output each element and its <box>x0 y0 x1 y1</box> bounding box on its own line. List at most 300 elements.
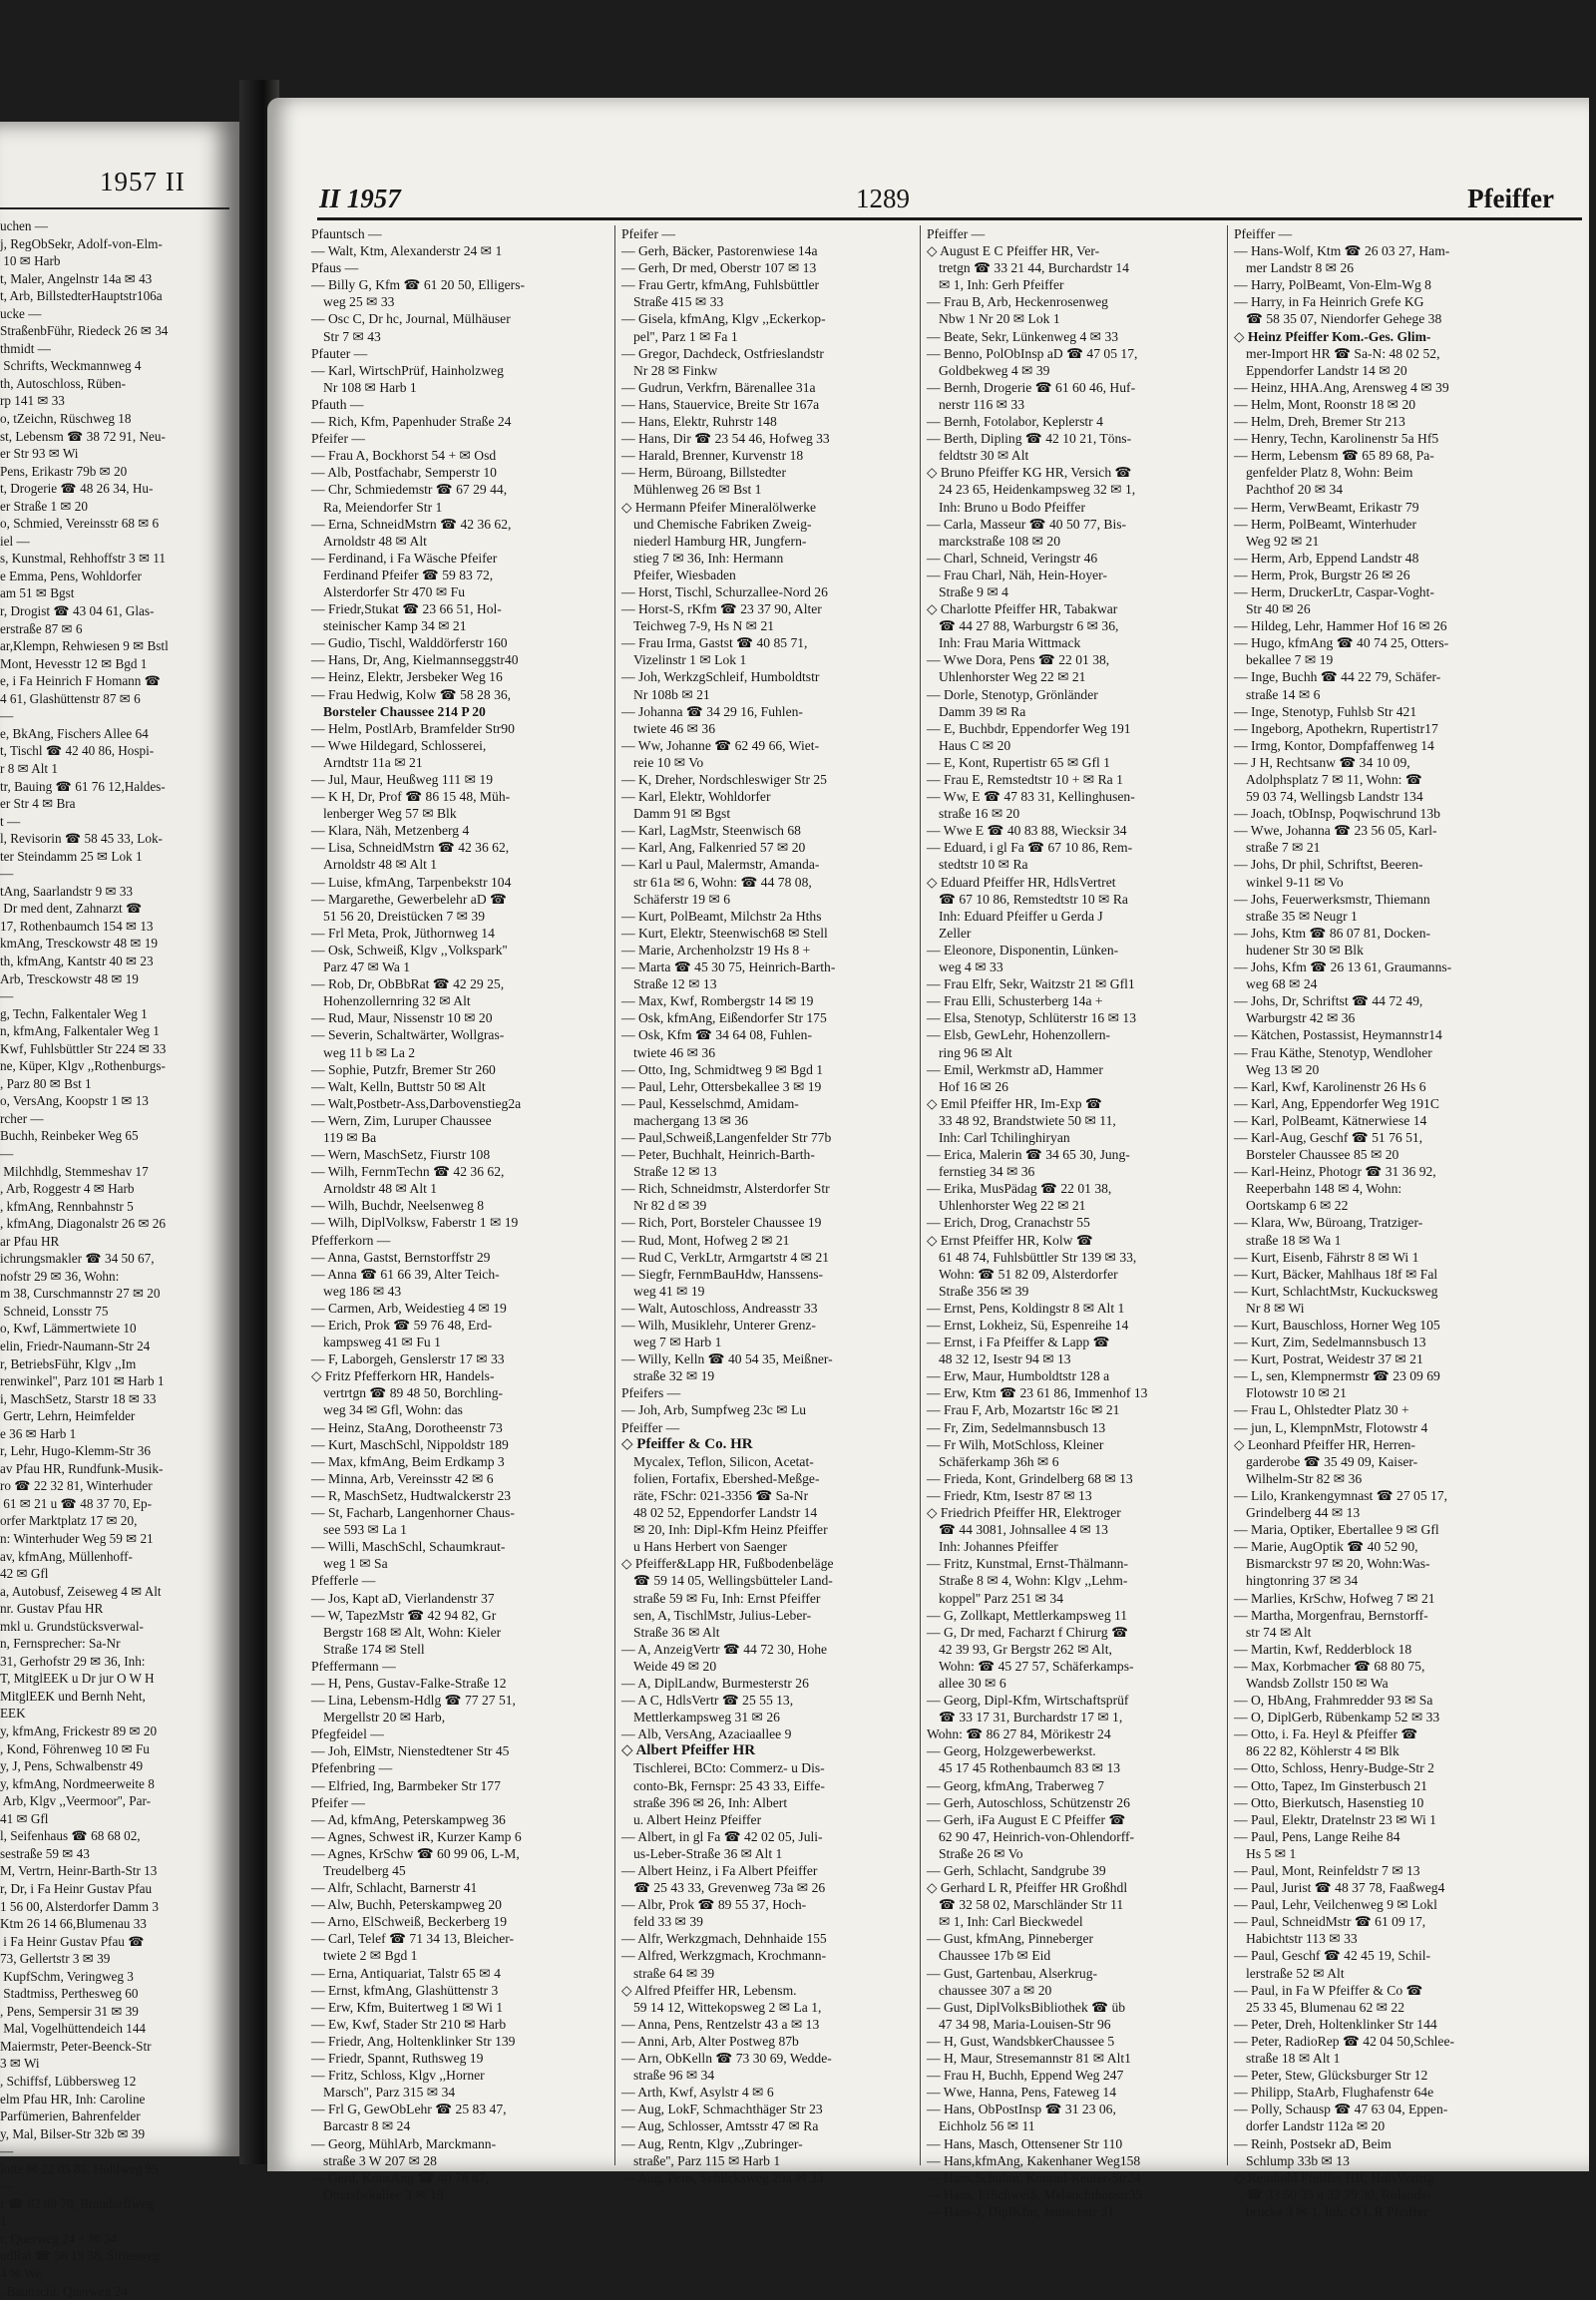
directory-entry-line: — Hans,Schuhm, Konrad-Reuter-Str24 <box>927 2169 1141 2185</box>
directory-entry-line: — jun, L, KlempnMstr, Flotowstr 4 <box>1234 1419 1428 1435</box>
directory-entry-line: — Bernh, Drogerie ☎ 61 60 46, Huf- <box>927 379 1136 395</box>
left-page <box>0 122 239 2299</box>
directory-entry-line: — Paul, SchneidMstr ☎ 61 09 17, <box>1234 1914 1426 1930</box>
directory-entry-line: — Fritz, Schloss, Klgv ,,Horner <box>311 2068 485 2084</box>
directory-entry-line: — Beate, Sekr, Lünkenweg 4 ✉ 33 <box>927 328 1119 344</box>
directory-entry-line: — Henry, Techn, Karolinenstr 5a Hf5 <box>1234 431 1439 447</box>
directory-entry-line: Zeller <box>939 925 972 941</box>
directory-entry-line: Straße 36 ✉ Alt <box>633 1624 720 1640</box>
left-page-line: — <box>0 1145 14 1161</box>
directory-entry-line: — Erw, Maur, Humboldtstr 128 a <box>927 1368 1110 1384</box>
directory-entry-line: — Hans, ElSchweiß, Melanchthonstr35 <box>927 2186 1143 2202</box>
left-page-line: 73, Gellertstr 3 ✉ 39 <box>0 1951 111 1967</box>
directory-entry-line: niederl Hamburg HR, Jungfern- <box>633 533 807 549</box>
left-page-line: Mal, Vogelhüttendeich 144 <box>0 2021 147 2037</box>
directory-page <box>267 98 1589 2219</box>
directory-entry-line: — K H, Dr, Prof ☎ 86 15 48, Müh- <box>311 789 511 805</box>
directory-entry-line: Weg 13 ✉ 20 <box>1246 1061 1320 1077</box>
directory-entry-line: straße 3 W 207 ✉ 28 <box>323 2152 437 2168</box>
directory-entry-line: Adolphsplatz 7 ✉ 11, Wohn: ☎ <box>1246 772 1422 787</box>
directory-entry-line: — Herm, Prok, Burgstr 26 ✉ 26 <box>1234 567 1410 582</box>
directory-entry-line: — Heinz, StaAng, Dorotheenstr 73 <box>311 1419 503 1435</box>
directory-entry-line: — Joach, tObInsp, Poqwischrund 13b <box>1234 806 1440 822</box>
directory-entry-line: — Gerh, Schlacht, Sandgrube 39 <box>927 1863 1106 1878</box>
left-page-line: n, kfmAng, Falkentaler Weg 1 <box>0 1023 160 1039</box>
left-page-line: Arb, Tresckowstr 48 ✉ 19 <box>0 970 139 986</box>
directory-entry-line: — Heinz, Elektr, Jersbeker Weg 16 <box>311 669 503 685</box>
directory-entry-line: Bergstr 168 ✉ Alt, Wohn: Kieler <box>323 1624 502 1640</box>
directory-entry-line: ◇ Emil Pfeiffer HR, Im-Exp ☎ <box>927 1095 1102 1111</box>
left-page-text <box>0 217 239 2300</box>
directory-entry-line: — Herm, Lebensm ☎ 65 89 68, Pa- <box>1234 448 1434 464</box>
directory-entry-line: — H, Pens, Gustav-Falke-Straße 12 <box>311 1675 507 1691</box>
directory-entry-line: — F, Laborgeh, Genslerstr 17 ✉ 33 <box>311 1351 505 1367</box>
directory-entry-line: ☎ 32 58 02, Marschländer Str 11 <box>939 1897 1124 1913</box>
directory-entry-line: — Inge, Buchh ☎ 44 22 79, Schäfer- <box>1234 669 1441 685</box>
directory-entry-line: Ferdinand Pfeifer ☎ 59 83 72, <box>323 567 494 582</box>
directory-entry-line: — Hans, Stauervice, Breite Str 167a <box>621 396 820 412</box>
directory-entry-line: — Klara, Ww, Büroang, Tratziger- <box>1234 1215 1423 1231</box>
directory-entry-line: — Karl, Ang, Eppendorfer Weg 191C <box>1234 1095 1439 1111</box>
directory-entry-line: — Paul, Lehr, Ottersbekallee 3 ✉ 19 <box>621 1078 822 1094</box>
directory-entry-line: — Paul, Elektr, Dratelnstr 23 ✉ Wi 1 <box>1234 1811 1436 1827</box>
directory-entry-line: vertrtgn ☎ 89 48 50, Borchling- <box>323 1385 504 1401</box>
directory-column-2 <box>621 225 913 2185</box>
directory-entry-line: — Hans, Dir ☎ 23 54 46, Hofweg 33 <box>621 431 830 447</box>
directory-entry-line: Inh: Frau Maria Wittmack <box>939 635 1081 651</box>
directory-entry-line: winkel 9-11 ✉ Vo <box>1246 874 1344 890</box>
directory-entry-line: hudener Str 30 ✉ Blk <box>1246 942 1364 958</box>
directory-entry-line: — Georg, MühlArb, Marckmann- <box>311 2135 497 2151</box>
directory-entry-line: — Agnes, KrSchw ☎ 60 99 06, L-M, <box>311 1845 520 1861</box>
directory-entry-line: — Hans,kfmAng, Kakenhaner Weg158 <box>927 2152 1141 2168</box>
directory-entry-line: — Gust, kfmAng, Pinneberger <box>927 1931 1094 1947</box>
directory-entry-line: — Frl Meta, Prok, Jüthornweg 14 <box>311 925 495 941</box>
directory-entry-line: us-Leber-Straße 36 ✉ Alt 1 <box>633 1845 783 1861</box>
directory-entry-line: — Charl, Schneid, Veringstr 46 <box>927 550 1098 566</box>
left-page-line: nr. Gustav Pfau HR <box>0 1601 104 1617</box>
directory-entry-line: Damm 91 ✉ Bgst <box>633 806 731 822</box>
directory-entry-line: — Paul, in Fa W Pfeiffer & Co ☎ <box>1234 1982 1423 1998</box>
directory-entry-line: — Johs, Dr phil, Schriftst, Beeren- <box>1234 857 1423 873</box>
left-page-line: , kfmAng, Diagonalstr 26 ✉ 26 <box>0 1216 166 1232</box>
directory-entry-line: ✉ 20, Inh: Dipl-Kfm Heinz Pfeiffer <box>633 1522 828 1538</box>
left-page-line: StraßenbFühr, Riedeck 26 ✉ 34 <box>0 323 169 339</box>
left-page-line: MitglEEK und Bernh Neht, <box>0 1688 146 1704</box>
directory-entry-line: ◇ Pfeiffer & Co. HR <box>621 1435 753 1452</box>
directory-entry-line: — Herm, PolBeamt, Winterhuder <box>1234 516 1417 532</box>
left-page-line: e Emma, Pens, Wohldorfer <box>0 568 142 583</box>
directory-entry-line: — Frau Charl, Näh, Hein-Hoyer- <box>927 567 1107 582</box>
left-page-line: l, Revisorin ☎ 58 45 33, Lok- <box>0 831 163 847</box>
directory-entry-line: Hohenzollernring 32 ✉ Alt <box>323 993 471 1009</box>
directory-entry-line: feld 33 ✉ 39 <box>633 1914 703 1930</box>
left-page-line: a, Autobusf, Zeiseweg 4 ✉ Alt <box>0 1583 162 1599</box>
directory-entry-line: — Joh, ElMstr, Nienstedtener Str 45 <box>311 1743 510 1759</box>
left-page-line: y, kfmAng, Frickestr 89 ✉ 20 <box>0 1724 158 1739</box>
directory-entry-line: 48 02 52, Eppendorfer Landstr 14 <box>633 1505 818 1521</box>
directory-entry-line: fernstieg 34 ✉ 36 <box>939 1164 1035 1180</box>
directory-entry-line: — Arno, ElSchweiß, Beckerberg 19 <box>311 1914 508 1930</box>
directory-entry-line: weg 68 ✉ 24 <box>1246 976 1318 992</box>
left-page-line: ne, Küper, Klgv ,,Rothenburgs- <box>0 1058 166 1074</box>
directory-entry-line: Eichholz 56 ✉ 11 <box>939 2118 1035 2134</box>
directory-entry-line: — K, Dreher, Nordschleswiger Str 25 <box>621 772 827 787</box>
page-header-left: II 1957 <box>319 184 401 213</box>
directory-entry-line: — G, Dr med, Facharzt f Chirurg ☎ <box>927 1624 1129 1640</box>
directory-entry-line: ◇ Alfred Pfeiffer HR, Lebensm. <box>621 1982 797 1998</box>
directory-entry-line: weg 25 ✉ 33 <box>323 294 395 310</box>
directory-entry-line: — Walt, Autoschloss, Andreasstr 33 <box>621 1300 818 1316</box>
directory-entry-line: — Emil, Werkmstr aD, Hammer <box>927 1061 1103 1077</box>
directory-entry-line: — Gerh, Bäcker, Pastorenwiese 14a <box>621 243 818 259</box>
directory-entry-line: twiete 46 ✉ 36 <box>633 1044 715 1060</box>
directory-entry-line: 62 90 47, Heinrich-von-Ohlendorff- <box>939 1828 1135 1844</box>
directory-entry-line: — Alw, Buchh, Peterskampweg 20 <box>311 1897 502 1913</box>
directory-entry-line: Str 40 ✉ 26 <box>1246 601 1311 617</box>
directory-entry-line: — Walt, Ktm, Alexanderstr 24 ✉ 1 <box>311 243 503 259</box>
directory-entry-line: — Anni, Arb, Alter Postweg 87b <box>621 2033 799 2049</box>
directory-entry-line: Straße 12 ✉ 13 <box>633 976 717 992</box>
directory-entry-line: Weide 49 ✉ 20 <box>633 1658 717 1674</box>
directory-entry-line: — Gust, Gartenbau, Alserkrug- <box>927 1965 1098 1981</box>
left-page-line: , Arb, Roggestr 4 ✉ Harb <box>0 1181 135 1197</box>
directory-entry-line: — Georg, Dipl-Kfm, Wirtschaftsprüf <box>927 1693 1129 1709</box>
directory-entry-line: ☎ 44 3081, Johnsallee 4 ✉ 13 <box>939 1522 1108 1538</box>
directory-entry-line: — Herm, Arb, Eppend Landstr 48 <box>1234 550 1419 566</box>
left-page-line: Mont, Hevesstr 12 ✉ Bgd 1 <box>0 655 148 671</box>
directory-entry-line: — Aug, LokF, Schmachthäger Str 23 <box>621 2102 823 2117</box>
directory-entry-line: — Willy, Kelln ☎ 40 54 35, Meißner- <box>621 1351 833 1367</box>
directory-entry-line: — Wwe, Johanna ☎ 23 56 05, Karl- <box>1234 823 1437 839</box>
directory-entry-line: — Frau E, Remstedtstr 10 + ✉ Ra 1 <box>927 772 1123 787</box>
left-page-line: — <box>0 2143 14 2159</box>
directory-entry-line: — Max, kfmAng, Beim Erdkamp 3 <box>311 1453 505 1469</box>
left-page-line: orfer Marktplatz 17 ✉ 20, <box>0 1513 138 1529</box>
left-page-line: Kwf, Fuhlsbüttler Str 224 ✉ 33 <box>0 1040 167 1056</box>
directory-entry-line: Straße 26 ✉ Vo <box>939 1845 1023 1861</box>
directory-entry-line: Wandsb Zollstr 150 ✉ Wa <box>1246 1675 1389 1691</box>
directory-entry-line: — Wwe, Hanna, Pens, Fateweg 14 <box>927 2085 1117 2101</box>
directory-entry-line: — Rud C, VerkLtr, Armgartstr 4 ✉ 21 <box>621 1249 830 1265</box>
directory-entry-line: ✉ 1, Inh: Gerh Pfeiffer <box>939 277 1064 293</box>
directory-entry-line: — Lilo, Krankengymnast ☎ 27 05 17, <box>1234 1487 1448 1503</box>
directory-entry-line: — Paul, Pens, Lange Reihe 84 <box>1234 1828 1400 1844</box>
directory-entry-line: — Georg, Holzgewerbewerkst. <box>927 1743 1096 1759</box>
directory-entry-line: u. Albert Heinz Pfeiffer <box>633 1811 762 1827</box>
left-page-line: ichrungsmakler ☎ 34 50 67, <box>0 1251 155 1267</box>
directory-entry-line: — Hans, Elektr, Ruhrstr 148 <box>621 414 777 430</box>
directory-entry-line: — Ernst, Pens, Koldingstr 8 ✉ Alt 1 <box>927 1300 1125 1316</box>
directory-entry-line: — A, DiplLandw, Burmesterstr 26 <box>621 1675 809 1691</box>
directory-entry-line: ◇ Pfeiffer&Lapp HR, Fußbodenbeläge <box>621 1556 834 1572</box>
left-page-line: — <box>0 708 14 724</box>
directory-entry-line: bekallee 7 ✉ 19 <box>1246 652 1334 668</box>
directory-entry-line: — Aug, Rentn, Klgv ,,Zubringer- <box>621 2135 803 2151</box>
directory-entry-line: — Inge, Stenotyp, Fuhlsb Str 421 <box>1234 703 1417 719</box>
directory-entry-line: u Hans Herbert von Saenger <box>633 1539 788 1555</box>
directory-entry-line: ◇ Gerhard L R, Pfeiffer HR Großhdl <box>927 1880 1128 1896</box>
directory-entry-line: — Ferdinand, i Fa Wäsche Pfeifer <box>311 550 498 566</box>
directory-entry-line: Borsteler Chaussee 85 ✉ 20 <box>1246 1147 1399 1163</box>
directory-entry-line: — Osk, Kfm ☎ 34 64 08, Fuhlen- <box>621 1027 813 1043</box>
directory-entry-line: — Hans, Masch, Ottensener Str 110 <box>927 2135 1123 2151</box>
directory-entry-line: ☎ 59 14 05, Wellingsbütteler Land- <box>633 1573 833 1589</box>
left-page-line: 1 56 00, Alsterdorfer Damm 3 <box>0 1898 159 1914</box>
directory-entry-line: hingtonring 37 ✉ 34 <box>1246 1573 1359 1589</box>
directory-entry-line: — Johs, Kfm ☎ 26 13 61, Graumanns- <box>1234 959 1452 975</box>
directory-entry-line: straße'', Parz 115 ✉ Harb 1 <box>633 2152 781 2168</box>
directory-entry-line: ◇ Bruno Pfeiffer KG HR, Versich ☎ <box>927 465 1132 481</box>
directory-entry-line: ◇ Friedrich Pfeiffer HR, Elektroger <box>927 1505 1121 1521</box>
directory-entry-line: — Ww, Johanne ☎ 62 49 66, Wiet- <box>621 737 820 753</box>
directory-entry-line: 59 03 74, Wellingsb Landstr 134 <box>1246 789 1423 805</box>
directory-entry-line: — Alb, Postfachabr, Semperstr 10 <box>311 465 497 481</box>
directory-entry-line: Eppendorfer Landstr 14 ✉ 20 <box>1246 362 1407 378</box>
directory-entry-line: — Wilh, DiplVolksw, Faberstr 1 ✉ 19 <box>311 1215 519 1231</box>
directory-entry-line: — Rud, Mont, Hofweg 2 ✉ 21 <box>621 1232 790 1248</box>
directory-entry-line: — Otto, Ing, Schmidtweg 9 ✉ Bgd 1 <box>621 1061 824 1077</box>
left-page-line: o, Kwf, Lämmertwiete 10 <box>0 1321 137 1337</box>
directory-entry-line: Inh: Bruno u Bodo Pfeiffer <box>939 499 1085 515</box>
directory-entry-line: — Helm, Mont, Roonstr 18 ✉ 20 <box>1234 396 1416 412</box>
directory-entry-line: ☎ 33 17 31, Burchardstr 17 ✉ 1, <box>939 1710 1123 1725</box>
directory-entry-line: — E, Kont, Rupertistr 65 ✉ Gfl 1 <box>927 754 1110 770</box>
left-page-line: r, Dr, i Fa Heinr Gustav Pfau <box>0 1880 153 1896</box>
directory-entry-line: — Johs, Ktm ☎ 86 07 81, Docken- <box>1234 925 1431 941</box>
directory-entry-line: — Frau Käthe, Stenotyp, Wendloher <box>1234 1044 1432 1060</box>
left-page-line: e, i Fa Heinrich F Homann ☎ <box>0 673 162 689</box>
directory-entry-line: — Frl G, GewObLehr ☎ 25 83 47, <box>311 2102 507 2117</box>
left-page-line: — <box>0 866 14 882</box>
left-page-line: 31, Gerhofstr 29 ✉ 36, Inh: <box>0 1653 146 1669</box>
directory-entry-line: — Horst, Tischl, Schurzallee-Nord 26 <box>621 583 828 599</box>
left-page-line: av Pfau HR, Rundfunk-Musik- <box>0 1460 164 1476</box>
directory-entry-line: — Albert, in gl Fa ☎ 42 02 05, Juli- <box>621 1828 823 1844</box>
directory-entry-line: — Frau Elli, Schusterberg 14a + <box>927 993 1103 1009</box>
directory-entry-line: — Berth, Dipling ☎ 42 10 21, Töns- <box>927 431 1132 447</box>
directory-entry-line: — Agnes, Schwest iR, Kurzer Kamp 6 <box>311 1828 522 1844</box>
directory-entry-line: Pfeiffer — <box>621 1419 680 1435</box>
directory-entry-line: — Karl-Aug, Geschf ☎ 51 76 51, <box>1234 1129 1423 1145</box>
directory-entry-line: — Kurt, Postrat, Weidestr 37 ✉ 21 <box>1234 1351 1423 1367</box>
directory-entry-line: Warburgstr 42 ✉ 36 <box>1246 1010 1356 1026</box>
directory-entry-line: Straße 8 ✉ 4, Wohn: Klgv ,,Lehm- <box>939 1573 1128 1589</box>
left-page-line: — <box>0 988 14 1004</box>
directory-entry-line: ☎ 58 35 07, Niendorfer Gehege 38 <box>1246 311 1442 327</box>
directory-entry-line: — Chr, Schmiedemstr ☎ 67 29 44, <box>311 482 508 498</box>
column-divider <box>614 225 615 2165</box>
directory-entry-line: Chaussee 17b ✉ Eid <box>939 1948 1051 1964</box>
left-page-line: e 36 ✉ Harb 1 <box>0 1425 77 1441</box>
directory-entry-line: — Harry, PolBeamt, Von-Elm-Wg 8 <box>1234 277 1431 293</box>
directory-entry-line: — Gregor, Dachdeck, Ostfrieslandstr <box>621 345 824 361</box>
directory-entry-line: — Gerd, KonsAng ☎ 40 78 87, <box>311 2169 489 2185</box>
directory-entry-line: — Hugo, kfmAng ☎ 40 74 25, Otters- <box>1234 635 1449 651</box>
directory-entry-line: straße 14 ✉ 6 <box>1246 686 1321 702</box>
directory-entry-line: — Horst-S, rKfm ☎ 23 37 90, Alter <box>621 601 822 617</box>
directory-entry-line: — Ew, Kwf, Stader Str 210 ✉ Harb <box>311 2016 507 2032</box>
directory-entry-line: Haus C ✉ 20 <box>939 737 1011 753</box>
left-page-line: l, Seifenhaus ☎ 68 68 02, <box>0 1828 141 1844</box>
directory-entry-line: — Philipp, StaArb, Flughafenstr 64e <box>1234 2085 1434 2101</box>
directory-entry-line: — Erich, Prok ☎ 59 76 48, Erd- <box>311 1318 493 1333</box>
directory-entry-line: — Gerh, Autoschloss, Schützenstr 26 <box>927 1794 1130 1810</box>
directory-entry-line: — Bernh, Fotolabor, Keplerstr 4 <box>927 414 1103 430</box>
directory-entry-line: steinischer Kamp 34 ✉ 21 <box>323 618 467 634</box>
directory-entry-line: — Wilh, Musiklehr, Unterer Grenz- <box>621 1318 816 1333</box>
directory-entry-line: — Paul, Mont, Reinfeldstr 7 ✉ 13 <box>1234 1863 1420 1878</box>
directory-entry-line: — Herm, Büroang, Billstedter <box>621 465 786 481</box>
directory-entry-line: — Osc C, Dr hc, Journal, Mülhäuser <box>311 311 511 327</box>
directory-entry-line: Pfeiffer — <box>927 226 986 241</box>
directory-entry-line: Borsteler Chaussee 214 P 20 <box>323 703 486 719</box>
directory-entry-line: — Hildeg, Lehr, Hammer Hof 16 ✉ 26 <box>1234 618 1447 634</box>
directory-entry-line: — Albr, Prok ☎ 89 55 37, Hoch- <box>621 1897 807 1913</box>
left-page-line: er Straße 1 ✉ 20 <box>0 498 88 514</box>
directory-entry-line: — Anna, Pens, Rentzelstr 43 a ✉ 13 <box>621 2016 820 2032</box>
directory-entry-line: Marsch'', Parz 315 ✉ 34 <box>323 2085 456 2101</box>
directory-entry-line: — Otto, Bierkutsch, Hasenstieg 10 <box>1234 1794 1424 1810</box>
directory-entry-line: — Marlies, KrSchw, Hofweg 7 ✉ 21 <box>1234 1590 1435 1606</box>
directory-entry-line: — Elsa, Stenotyp, Schlüterstr 16 ✉ 13 <box>927 1010 1136 1026</box>
directory-entry-line: Inh: Carl Tchilinghiryan <box>939 1129 1070 1145</box>
directory-entry-line: Straße 356 ✉ 39 <box>939 1283 1029 1299</box>
directory-entry-line: 51 56 20, Dreistücken 7 ✉ 39 <box>323 908 486 924</box>
directory-entry-line: Pfeifers — <box>621 1385 681 1401</box>
directory-entry-line: — Rud, Maur, Nissenstr 10 ✉ 20 <box>311 1010 493 1026</box>
directory-entry-line: — Frieda, Kont, Grindelberg 68 ✉ 13 <box>927 1470 1133 1486</box>
directory-entry-line: Mycalex, Teflon, Silicon, Acetat- <box>633 1453 814 1469</box>
directory-entry-line: — Arn, ObKelln ☎ 73 30 69, Wedde- <box>621 2051 832 2067</box>
directory-entry-line: — Klara, Näh, Metzenberg 4 <box>311 823 470 839</box>
directory-entry-line: — Friedr, Ang, Holtenklinker Str 139 <box>311 2033 516 2049</box>
directory-entry-line: Pfefferle — <box>311 1573 376 1589</box>
directory-entry-line: — Aug, Pens, Schlicksweg 29a ✉ 33 <box>621 2169 824 2185</box>
directory-entry-line: — Maria, Optiker, Ebertallee 9 ✉ Gfl <box>1234 1522 1439 1538</box>
directory-entry-line: — Erica, Malerin ☎ 34 65 30, Jung- <box>927 1147 1130 1163</box>
directory-entry-line: — Alb, VersAng, Azaciaallee 9 <box>621 1726 792 1742</box>
left-page-line: 3 ✉ Wi <box>0 2056 40 2072</box>
directory-entry-line: — O, HbAng, Frahmredder 93 ✉ Sa <box>1234 1693 1433 1709</box>
left-page-line: , kfmAng, Rennbahnstr 5 <box>0 1198 134 1214</box>
directory-entry-line: ◇ Ernst Pfeiffer HR, Kolw ☎ <box>927 1232 1093 1248</box>
directory-entry-line: Pfeifer — <box>311 431 365 447</box>
directory-entry-line: — Gudio, Tischl, Walddörferstr 160 <box>311 635 508 651</box>
left-page-line: Parfümerien, Bahrenfelder <box>0 2108 141 2124</box>
directory-entry-line: — Ernst, kfmAng, Glashüttenstr 3 <box>311 1982 499 1998</box>
directory-entry-line: — Benno, PolObInsp aD ☎ 47 05 17, <box>927 345 1138 361</box>
directory-entry-line: Goldbekweg 4 ✉ 39 <box>939 362 1050 378</box>
directory-entry-line: — Ernst, Lokheiz, Sü, Espenreihe 14 <box>927 1318 1129 1333</box>
left-page-line: th, Autoschloss, Rüben- <box>0 375 127 391</box>
directory-entry-line: — Hans, ObPostInsp ☎ 31 23 06, <box>927 2102 1116 2117</box>
left-page-line: T, MitglEEK u Dr jur O W H <box>0 1671 155 1687</box>
directory-entry-line: brücke 3 ✉ 1, Inh: O L R Pfeiffer <box>1246 2203 1428 2219</box>
directory-entry-line: weg 4 ✉ 33 <box>939 959 1003 975</box>
directory-entry-line: genfelder Platz 8, Wohn: Beim <box>1246 465 1413 481</box>
directory-entry-line: — Frau B, Arb, Heckenrosenweg <box>927 294 1108 310</box>
directory-entry-line: weg 1 ✉ Sa <box>323 1556 388 1572</box>
directory-entry-line: — Frau A, Bockhorst 54 + ✉ Osd <box>311 448 497 464</box>
directory-entry-line: — Carla, Masseur ☎ 40 50 77, Bis- <box>927 516 1127 532</box>
directory-entry-line: ◇ Leonhard Pfeiffer HR, Herren- <box>1234 1436 1415 1452</box>
directory-entry-line: — R, MaschSetz, Hudtwalckerstr 23 <box>311 1487 512 1503</box>
directory-entry-line: 42 39 93, Gr Bergstr 262 ✉ Alt, <box>939 1641 1112 1657</box>
directory-entry-line: twiete 46 ✉ 36 <box>633 720 715 736</box>
left-page-line: t, Drogerie ☎ 48 26 34, Hu- <box>0 481 154 497</box>
directory-entry-line: weg 41 ✉ 19 <box>633 1283 705 1299</box>
directory-entry-line: Uhlenhorster Weg 22 ✉ 21 <box>939 669 1086 685</box>
directory-entry-line: ☎ 25 43 33, Grevenweg 73a ✉ 26 <box>633 1880 826 1896</box>
left-page-line: 1 <box>0 2213 7 2229</box>
directory-entry-line: machergang 13 ✉ 36 <box>633 1112 748 1128</box>
left-page-line: , Schiffsf, Lübbersweg 12 <box>0 2073 137 2089</box>
directory-entry-line: ◇ Charlotte Pfeiffer HR, Tabakwar <box>927 601 1118 617</box>
directory-entry-line: — Siegfr, FernmBauHdw, Hanssens- <box>621 1266 824 1282</box>
directory-entry-line: — Peter, Dreh, Holtenklinker Str 144 <box>1234 2016 1437 2032</box>
directory-column-4 <box>1234 225 1533 2219</box>
directory-entry-line: — H, Gust, WandsbkerChaussee 5 <box>927 2033 1115 2049</box>
left-page-line: mkl u. Grundstücksverwal- <box>0 1618 144 1634</box>
directory-entry-line: Hs 5 ✉ 1 <box>1246 1845 1297 1861</box>
directory-entry-line: — Anna ☎ 61 66 39, Alter Teich- <box>311 1266 500 1282</box>
directory-entry-line: Reeperbahn 148 ✉ 4, Wohn: <box>1246 1181 1402 1197</box>
directory-entry-line: Weg 92 ✉ 21 <box>1246 533 1320 549</box>
header-rule <box>317 217 1582 220</box>
directory-entry-line: weg 11 b ✉ La 2 <box>323 1044 416 1060</box>
directory-entry-line: Uhlenhorster Weg 22 ✉ 21 <box>939 1198 1086 1214</box>
directory-entry-line: — Herm, DruckerLtr, Caspar-Voght- <box>1234 583 1434 599</box>
directory-entry-line: 25 33 45, Blumenau 62 ✉ 22 <box>1246 1999 1405 2015</box>
directory-entry-line: Arnoldstr 48 ✉ Alt 1 <box>323 1181 438 1197</box>
left-page-line: i, MaschSetz, Starstr 18 ✉ 33 <box>0 1390 157 1406</box>
directory-entry-line: — Johanna ☎ 34 29 16, Fuhlen- <box>621 703 803 719</box>
directory-entry-line: marckstraße 108 ✉ 20 <box>939 533 1060 549</box>
directory-entry-line: Arndtstr 11a ✉ 21 <box>323 754 423 770</box>
directory-entry-line: see 593 ✉ La 1 <box>323 1522 407 1538</box>
directory-entry-line: Pachthof 20 ✉ 34 <box>1246 482 1344 498</box>
directory-entry-line: — Peter, RadioRep ☎ 42 04 50,Schlee- <box>1234 2033 1455 2049</box>
left-page-line: ar Pfau HR <box>0 1233 60 1249</box>
directory-entry-line: kampsweg 41 ✉ Fu 1 <box>323 1335 441 1350</box>
directory-entry-line: Schäferkamp 36h ✉ 6 <box>939 1453 1059 1469</box>
left-page-line: EEK <box>0 1706 26 1722</box>
directory-entry-line: — Paul,Schweiß,Langenfelder Str 77b <box>621 1129 832 1145</box>
directory-entry-line: Grindelberg 44 ✉ 13 <box>1246 1505 1361 1521</box>
directory-entry-line: conto-Bk, Fernspr: 25 43 33, Eiffe- <box>633 1777 825 1793</box>
directory-entry-line: weg 34 ✉ Gfl, Wohn: das <box>323 1402 463 1418</box>
page-number: 1289 <box>856 184 910 213</box>
left-page-line: r ☎ 82 89 70, Brandorffweg <box>0 2195 154 2211</box>
directory-entry-line: — Martin, Kwf, Redderblock 18 <box>1234 1641 1412 1657</box>
directory-entry-line: Ottersbekallee 3 ✉ 19 <box>323 2186 444 2202</box>
directory-entry-line: 86 22 82, Köhlerstr 4 ✉ Blk <box>1246 1743 1399 1759</box>
left-page-line: t, Maler, Angelnstr 14a ✉ 43 <box>0 270 153 286</box>
left-page-line: er Str 4 ✉ Bra <box>0 796 76 812</box>
left-page-line: KupfSchm, Veringweg 3 <box>0 1968 134 1984</box>
directory-entry-line: Pfegfeidel — <box>311 1726 384 1742</box>
directory-entry-line: — Frau L, Ohlstedter Platz 30 + <box>1234 1402 1409 1418</box>
directory-entry-line: — Fr, Zim, Sedelmannsbusch 13 <box>927 1419 1106 1435</box>
directory-entry-line: — Luise, kfmAng, Tarpenbekstr 104 <box>311 874 512 890</box>
directory-entry-line: — Arth, Kwf, Asylstr 4 ✉ 6 <box>621 2085 774 2101</box>
directory-entry-line: — Alfr, Schlacht, Barnerstr 41 <box>311 1880 478 1896</box>
directory-entry-line: — Peter, Stew, Glücksburger Str 12 <box>1234 2068 1428 2084</box>
left-page-line: thmidt — <box>0 340 51 356</box>
directory-entry-line: — Willi, MaschSchl, Schaumkraut- <box>311 1539 506 1555</box>
left-page-line: av, kfmAng, Müllenhoff- <box>0 1548 133 1564</box>
